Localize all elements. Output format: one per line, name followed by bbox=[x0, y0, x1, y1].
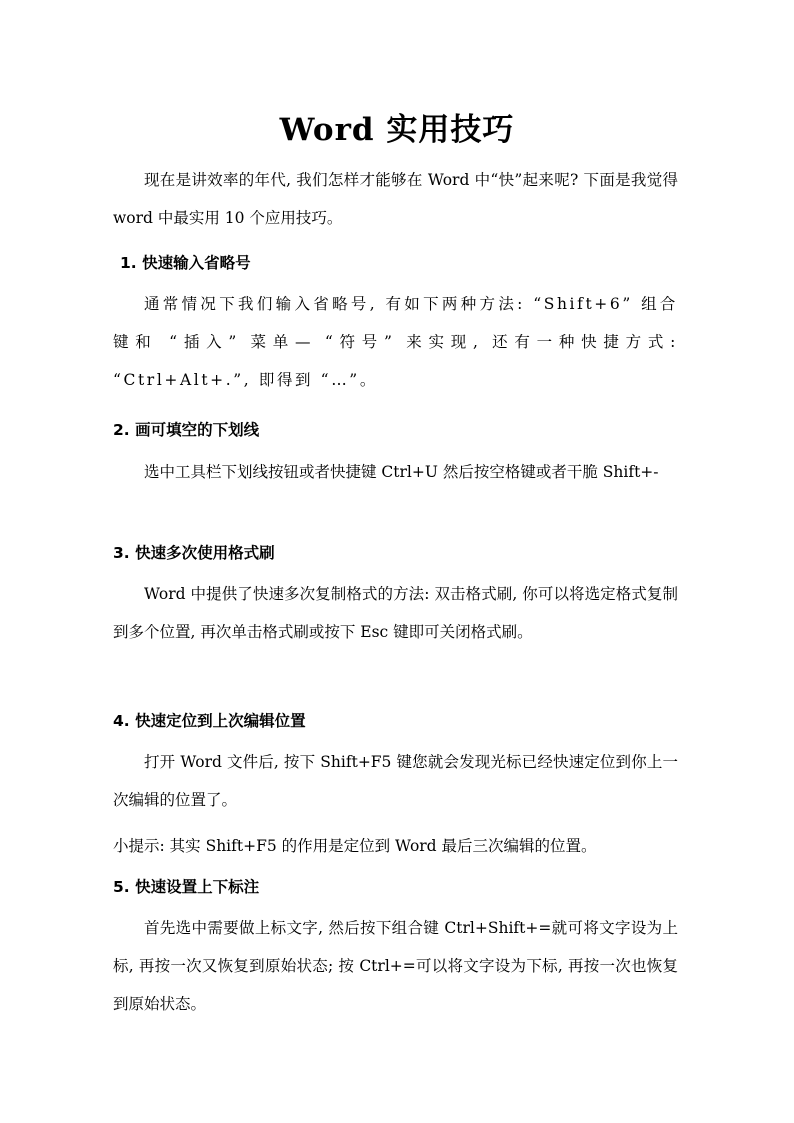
section-4-heading: 4. 快速定位到上次编辑位置 bbox=[113, 712, 306, 730]
page-title: Word 实用技巧 bbox=[279, 112, 515, 148]
section-2-body: 选中工具栏下划线按钮或者快捷键 Ctrl+U 然后按空格键或者干脆 Shift+- bbox=[144, 463, 659, 481]
intro-paragraph: 现在是讲效率的年代, 我们怎样才能够在 Word 中“快”起来呢? 下面是我觉得 word 中最实用 10 个应用技巧。 bbox=[113, 171, 678, 227]
section-5-heading: 5. 快速设置上下标注 bbox=[113, 878, 260, 896]
section-4-tip: 小提示: 其实 Shift+F5 的作用是定位到 Word 最后三次编辑的位置。 bbox=[113, 837, 597, 855]
section-1-body: 通常情况下我们输入省略号, 有如下两种方法: “Shift+6” 组合键和 “插入” 菜单— “符号” 来实现, 还有一种快捷方式: “Ctrl+Alt+.”, 即得到 “…”。 bbox=[113, 295, 678, 389]
section-3-body: Word 中提供了快速多次复制格式的方法: 双击格式刷, 你可以将选定格式复制到多个位置, 再次单击格式刷或按下 Esc 键即可关闭格式刷。 bbox=[113, 585, 678, 641]
section-1-heading: 1. 快速输入省略号 bbox=[120, 254, 251, 272]
section-3-heading: 3. 快速多次使用格式刷 bbox=[113, 544, 275, 562]
section-4-body: 打开 Word 文件后, 按下 Shift+F5 键您就会发现光标已经快速定位到你上一次编辑的位置了。 bbox=[113, 753, 678, 809]
section-2-heading: 2. 画可填空的下划线 bbox=[113, 421, 260, 439]
section-5-body: 首先选中需要做上标文字, 然后按下组合键 Ctrl+Shift+=就可将文字设为上标, 再按一次又恢复到原始状态; 按 Ctrl+=可以将文字设为下标, 再按一次也恢复到原始状态。 bbox=[113, 919, 678, 1013]
